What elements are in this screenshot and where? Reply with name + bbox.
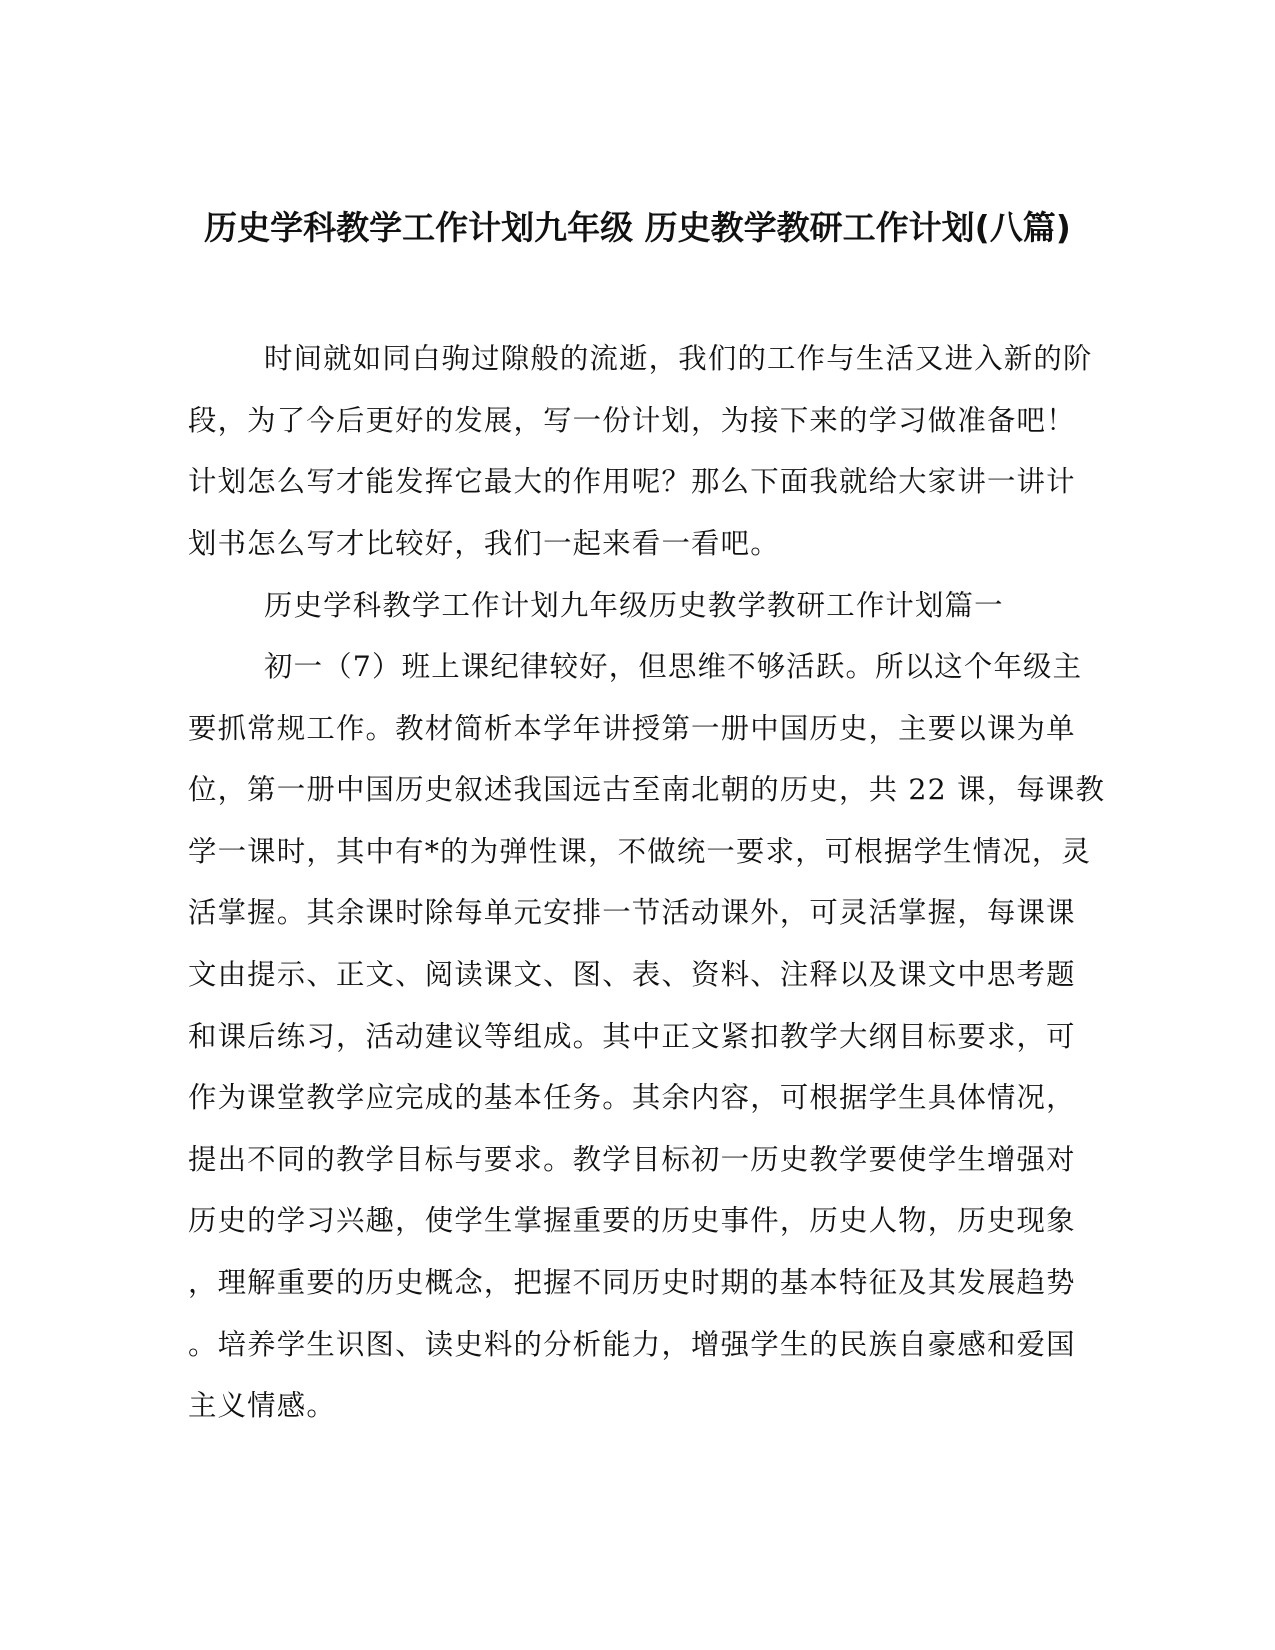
intro-line: 划书怎么写才比较好，我们一起来看一看吧。 bbox=[188, 526, 780, 560]
section-line: 历史的学习兴趣，使学生掌握重要的历史事件，历史人物，历史现象 bbox=[188, 1204, 1076, 1238]
section-line: 作为课堂教学应完成的基本任务。其余内容，可根据学生具体情况， bbox=[188, 1081, 1076, 1115]
section-paragraph bbox=[188, 636, 1106, 1437]
intro-line: 段，为了今后更好的发展，写一份计划，为接下来的学习做准备吧！ bbox=[188, 403, 1076, 437]
section-line: 文由提示、正文、阅读课文、图、表、资料、注释以及课文中思考题 bbox=[188, 957, 1076, 991]
section-line: 位，第一册中国历史叙述我国远古至南北朝的历史，共 22 课，每课教 bbox=[188, 773, 1106, 807]
intro-line: 计划怎么写才能发挥它最大的作用呢？那么下面我就给大家讲一讲计 bbox=[188, 465, 1076, 499]
section-line: 初一（7）班上课纪律较好，但思维不够活跃。所以这个年级主 bbox=[264, 650, 1083, 683]
section-heading bbox=[188, 575, 1068, 637]
section-line: 要抓常规工作。教材简析本学年讲授第一册中国历史，主要以课为单 bbox=[188, 711, 1076, 745]
section-line: 和课后练习，活动建议等组成。其中正文紧扣教学大纲目标要求，可 bbox=[188, 1019, 1076, 1053]
section-line: 学一课时，其中有*的为弹性课，不做统一要求，可根据学生情况，灵 bbox=[188, 834, 1092, 868]
section-line: 活掌握。其余课时除每单元安排一节活动课外，可灵活掌握，每课课 bbox=[188, 896, 1076, 930]
intro-paragraph bbox=[188, 328, 1093, 574]
section-heading-text: 历史学科教学工作计划九年级历史教学教研工作计划篇一 bbox=[264, 589, 1004, 622]
intro-line: 时间就如同白驹过隙般的流逝，我们的工作与生活又进入新的阶 bbox=[264, 342, 1093, 375]
section-line: ，理解重要的历史概念，把握不同历史时期的基本特征及其发展趋势 bbox=[188, 1265, 1076, 1299]
section-line: 主义情感。 bbox=[188, 1389, 336, 1423]
section-line: 。培养学生识图、读史料的分析能力，增强学生的民族自豪感和爱国 bbox=[188, 1327, 1076, 1361]
document-title: 历史学科教学工作计划九年级 历史教学教研工作计划(八篇) bbox=[204, 208, 1071, 247]
section-line: 提出不同的教学目标与要求。教学目标初一历史教学要使学生增强对 bbox=[188, 1142, 1076, 1176]
